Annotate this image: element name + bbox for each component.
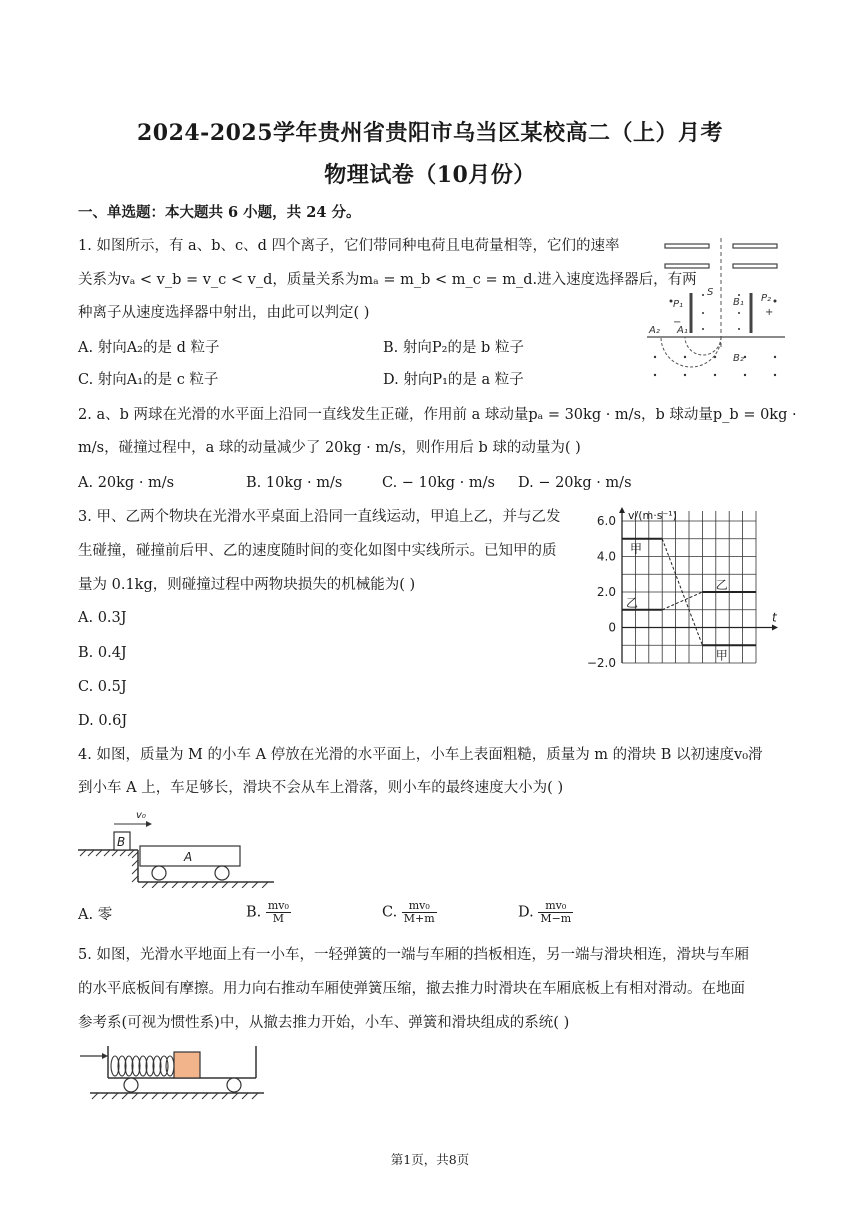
y-tick-label: 6.0 [596, 514, 616, 528]
q4-stem-line2: 到小车 A 上，车足够长，滑块不会从车上滑落，则小车的最终速度大小为( ) [78, 780, 564, 796]
label-p2: P₂ [761, 293, 772, 304]
label-b1: B₁ [733, 297, 744, 308]
q2-option-b: B. 10kg · m/s [246, 475, 343, 491]
label-a1: A₁ [677, 325, 688, 336]
chart-grid [622, 511, 756, 663]
q1-option-a: A. 射向A₂的是 d 粒子 [78, 340, 220, 356]
series-line-transition [662, 592, 702, 610]
page-footer: 第1页，共8页 [390, 1152, 470, 1167]
q2-stem-line2: m/s，碰撞过程中，a 球的动量减少了 20kg · m/s，则作用后 b 球的动量为( ) [78, 440, 581, 456]
label-v0: v₀ [136, 810, 146, 821]
series-label-after: 乙 [715, 578, 728, 592]
label-plus: + [765, 307, 774, 318]
q2-option-d: D. − 20kg · m/s [518, 475, 632, 491]
q2-stem-line1: 2. a、b 两球在光滑的水平面上沿同一直线发生正碰，作用前 a 球动量pₐ = 30kg · m/s，b 球动量p_b = 0kg · [78, 407, 797, 423]
y-tick-label: 0 [608, 620, 616, 635]
q1-velocity-selector-figure [645, 233, 787, 381]
q1-stem-line3: 种离子从速度选择器中射出，由此可以判定( ) [78, 305, 370, 321]
q4-option-d: D. $\frac{\text{mv₀}}{M-m}$ [518, 899, 572, 925]
q1-option-b: B. 射向P₂的是 b 粒子 [383, 340, 524, 356]
page-title: 2024-2025学年贵州省贵阳市乌当区某校高二（上）月考 [136, 120, 724, 146]
q3-option-c: C. 0.5J [78, 679, 127, 695]
section-header: 一、单选题：本大题共 6 小题，共 24 分。 [78, 204, 361, 221]
q5-stem-line2: 的水平底板间有摩擦。用力向右推动车厢使弹簧压缩，撤去推力时滑块在车厢底板上有相对滑动。在地面 [78, 981, 745, 997]
series-label-before: 甲 [630, 541, 643, 556]
y-tick-label: 4.0 [596, 549, 616, 564]
q5-stem-line3: 参考系(可视为惯性系)中，从撤去推力开始，小车、弹簧和滑块组成的系统( ) [78, 1015, 570, 1031]
q4-option-d-fraction: $\frac{\text{mv₀}}{M-m}$ [540, 899, 572, 925]
y-axis-arrow [619, 507, 625, 513]
q1-stem-line2: 关系为vₐ < v_b = v_c < v_d，质量关系为mₐ = m_b < m_c = m_d.进入速度选择器后，有两 [78, 272, 697, 288]
slider-block [174, 1052, 200, 1078]
q4-option-b: B. $\frac{\text{mv₀}}{M}$ [246, 899, 289, 925]
q3-velocity-time-chart [580, 505, 785, 675]
label-b2: B₂ [733, 353, 744, 364]
q3-option-d: D. 0.6J [78, 713, 128, 729]
label-cart-a: A [184, 850, 193, 864]
q4-option-a: A. 零 [78, 907, 113, 923]
chart-tick-labels [587, 514, 616, 670]
q4-option-b-fraction: $\frac{\text{mv₀}}{M}$ [267, 899, 289, 925]
q2-option-c: C. − 10kg · m/s [382, 475, 495, 491]
series-label-before: 乙 [626, 595, 639, 610]
q1-option-d: D. 射向P₁的是 a 粒子 [383, 372, 524, 388]
q4-stem-line1: 4. 如图，质量为 M 的小车 A 停放在光滑的水平面上，小车上表面粗糙，质量为 m 的滑块 B 以初速度v₀滑 [78, 747, 763, 763]
q1-option-c: C. 射向A₁的是 c 粒子 [78, 372, 219, 388]
x-axis-label: t [772, 610, 777, 625]
series-label-after: 甲 [715, 648, 728, 663]
label-a2: A₂ [649, 325, 660, 336]
q4-cart-figure [76, 806, 276, 888]
q5-spring-cart-figure [76, 1044, 266, 1102]
q4-option-c-fraction: $\frac{\text{mv₀}}{M+m}$ [403, 899, 435, 925]
label-minus: − [673, 317, 682, 328]
q2-option-a: A. 20kg · m/s [78, 475, 175, 491]
q3-stem-line3: 量为 0.1kg，则碰撞过程中两物块损失的机械能为( ) [78, 577, 416, 593]
chart-axes [619, 507, 778, 663]
label-s: S [707, 287, 714, 298]
label-block-b: B [117, 835, 126, 849]
y-tick-label: 2.0 [596, 585, 616, 599]
y-axis-label: v/(m·s⁻¹) [628, 509, 677, 522]
q3-stem-line1: 3. 甲、乙两个物块在光滑水平桌面上沿同一直线运动，甲追上乙，并与乙发 [78, 509, 561, 525]
q1-stem-line1: 1. 如图所示，有 a、b、c、d 四个离子，它们带同种电荷且电荷量相等，它们的速率 [78, 238, 620, 254]
x-axis-arrow [772, 625, 778, 631]
y-tick-label: −2.0 [586, 656, 616, 670]
page-subtitle: 物理试卷（10月份） [324, 162, 536, 188]
q3-option-a: A. 0.3J [78, 610, 127, 626]
q4-option-c: C. $\frac{\text{mv₀}}{M+m}$ [382, 899, 435, 925]
q3-stem-line2: 生碰撞，碰撞前后甲、乙的速度随时间的变化如图中实线所示。已知甲的质 [78, 543, 557, 559]
q3-option-b: B. 0.4J [78, 645, 127, 661]
label-p1: P₁ [673, 299, 684, 310]
q5-stem-line1: 5. 如图，光滑水平地面上有一小车，一轻弹簧的一端与车厢的挡板相连，另一端与滑块相连，滑块与车厢 [78, 947, 749, 963]
